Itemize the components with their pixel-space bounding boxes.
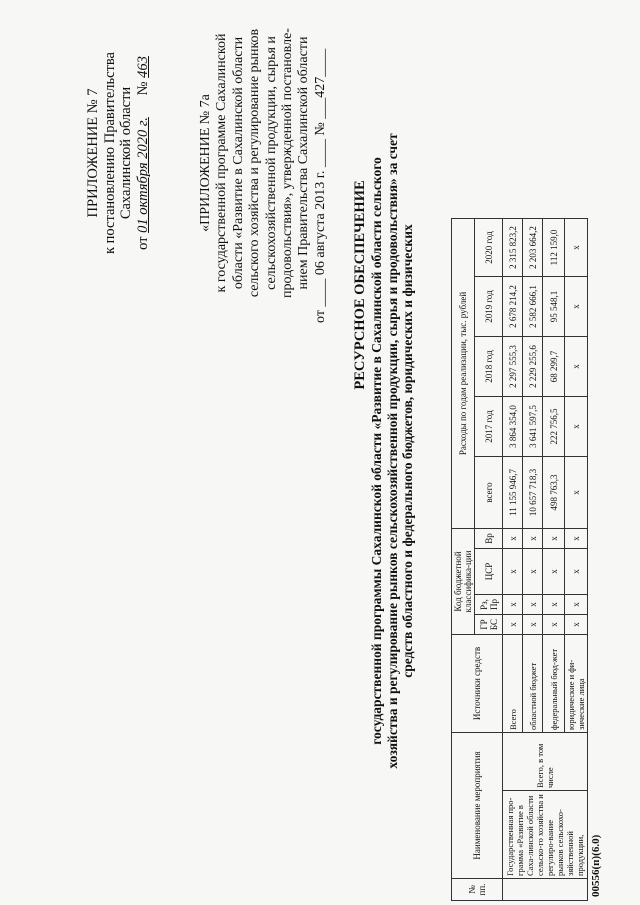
appendix-7-number: 463 <box>134 56 151 78</box>
value-cell-y2018: 2 229 255,6 <box>523 337 543 397</box>
subtitle-line: хозяйства и регулирование рынков сельскохозяйственной продукции, сырья и продовольствия» за счет <box>384 133 400 769</box>
kbk-cell-gr: х <box>565 615 588 635</box>
value-cell-y2020: 2 315 823,2 <box>503 219 523 277</box>
appendix-7a-block <box>198 3 329 323</box>
footer-code: 00556(п)(6.0) <box>590 834 602 897</box>
program-name-cell: Государственная про-грамма «Развитие в Саха-линской области сельско-го хозяйства и регулиро-вание рынков сельскохо-зяйственной продукции, <box>503 791 588 879</box>
header-2020: 2020 год <box>475 219 503 277</box>
value-cell-y2017: 3 864 354,0 <box>503 397 523 457</box>
value-cell-y2018: 2 297 555,3 <box>503 337 523 397</box>
kbk-cell-csr: х <box>503 549 523 595</box>
appendix-7-date: 01 октября 2020 г. <box>134 117 151 233</box>
kbk-cell-gr: х <box>543 615 565 635</box>
appendix-7-title: ПРИЛОЖЕНИЕ № 7 <box>85 88 101 218</box>
appendix-7a-lines <box>214 3 312 323</box>
header-csr: ЦСР <box>475 549 503 595</box>
value-cell-y2020: х <box>565 219 588 277</box>
source-cell: областной бюджет <box>523 635 543 733</box>
kbk-cell-rz: х <box>503 595 523 615</box>
header-2019: 2019 год <box>475 277 503 337</box>
header-gr: ГР БС <box>475 615 503 635</box>
kbk-cell-rz: х <box>565 595 588 615</box>
appendix-7a-line: к государственной программе Сахалинской <box>214 33 230 293</box>
value-cell-y2020: 112 159,0 <box>543 219 565 277</box>
kbk-cell-csr: х <box>523 549 543 595</box>
appendix-7-line1: к постановлению Правительства <box>101 52 118 254</box>
table-body <box>503 219 588 901</box>
value-cell-y2017: 3 641 597,5 <box>523 397 543 457</box>
header-2017: 2017 год <box>475 397 503 457</box>
value-cell-y2019: х <box>565 277 588 337</box>
value-cell-y2019: 2 582 666,1 <box>523 277 543 337</box>
incl-label-cell: Всего, в том числе <box>503 733 588 791</box>
appendix-7-date-line: от 01 октября 2020 г. № 463 <box>134 56 151 250</box>
kbk-cell-rz: х <box>523 595 543 615</box>
appendix-7a-date-line: от ____ 06 августа 2013 г. ____ № ___427____ <box>312 48 328 323</box>
subtitle-line: средств областного и федерального бюджетов, юридических и физических <box>400 224 416 678</box>
value-cell-total: 498 763,3 <box>543 457 565 529</box>
kbk-cell-vr: х <box>523 529 543 549</box>
appendix-7a-line: сельского хозяйства и регулирование рынков <box>247 28 263 298</box>
kbk-cell-vr: х <box>543 529 565 549</box>
kbk-cell-gr: х <box>523 615 543 635</box>
value-cell-y2020: 2 203 664,2 <box>523 219 543 277</box>
appendix-7a-line: нием Правительства Сахалинской области <box>296 36 312 290</box>
appendix-7a-line: сельскохозяйственной продукции, сырья и <box>263 36 279 290</box>
resource-table <box>451 218 588 901</box>
kbk-cell-gr: х <box>503 615 523 635</box>
value-cell-total: 10 657 718,3 <box>523 457 543 529</box>
value-cell-y2017: 222 756,5 <box>543 397 565 457</box>
header-rz: Рз, Пр <box>475 595 503 615</box>
value-cell-y2017: х <box>565 397 588 457</box>
appendix-7a-title: «ПРИЛОЖЕНИЕ № 7а <box>198 94 213 232</box>
header-num: № пп. <box>452 879 503 901</box>
document-title: РЕСУРСНОЕ ОБЕСПЕЧЕНИЕ <box>352 180 368 390</box>
source-cell: федеральный бюд-жет <box>543 635 565 733</box>
appendix-7-block <box>85 3 151 303</box>
header-expenses: Расходы по годам реализации, тыс. рублей <box>452 219 475 529</box>
header-name: Наименование мероприятия <box>452 733 503 879</box>
kbk-cell-csr: х <box>565 549 588 595</box>
source-cell: юридические и фи-зические лица <box>565 635 588 733</box>
subtitle-line: государственной программы Сахалинской области «Развитие в Сахалинской области сельского <box>369 157 384 745</box>
row-number-cell <box>503 879 588 901</box>
document-subtitle <box>369 3 416 899</box>
kbk-cell-csr: х <box>543 549 565 595</box>
header-2018: 2018 год <box>475 337 503 397</box>
value-cell-total: 11 155 946,7 <box>503 457 523 529</box>
header-kbk: Код бюджетной классифика-ции <box>452 529 475 635</box>
appendix-7-line2: Сахалинской области <box>118 86 134 220</box>
value-cell-y2018: 68 299,7 <box>543 337 565 397</box>
appendix-7a-line: области «Развитие в Сахалинской области <box>230 36 246 290</box>
kbk-cell-vr: х <box>503 529 523 549</box>
table-row <box>503 219 523 901</box>
source-cell: Всего <box>503 635 523 733</box>
appendix-7a-line: продовольствия», утвержденной постановле- <box>280 28 296 298</box>
kbk-cell-vr: х <box>565 529 588 549</box>
value-cell-y2019: 2 678 214,2 <box>503 277 523 337</box>
header-vr: Вр <box>475 529 503 549</box>
header-source: Источники средств <box>452 635 503 733</box>
value-cell-y2019: 95 548,1 <box>543 277 565 337</box>
header-total: всего <box>475 457 503 529</box>
kbk-cell-rz: х <box>543 595 565 615</box>
value-cell-total: х <box>565 457 588 529</box>
value-cell-y2018: х <box>565 337 588 397</box>
